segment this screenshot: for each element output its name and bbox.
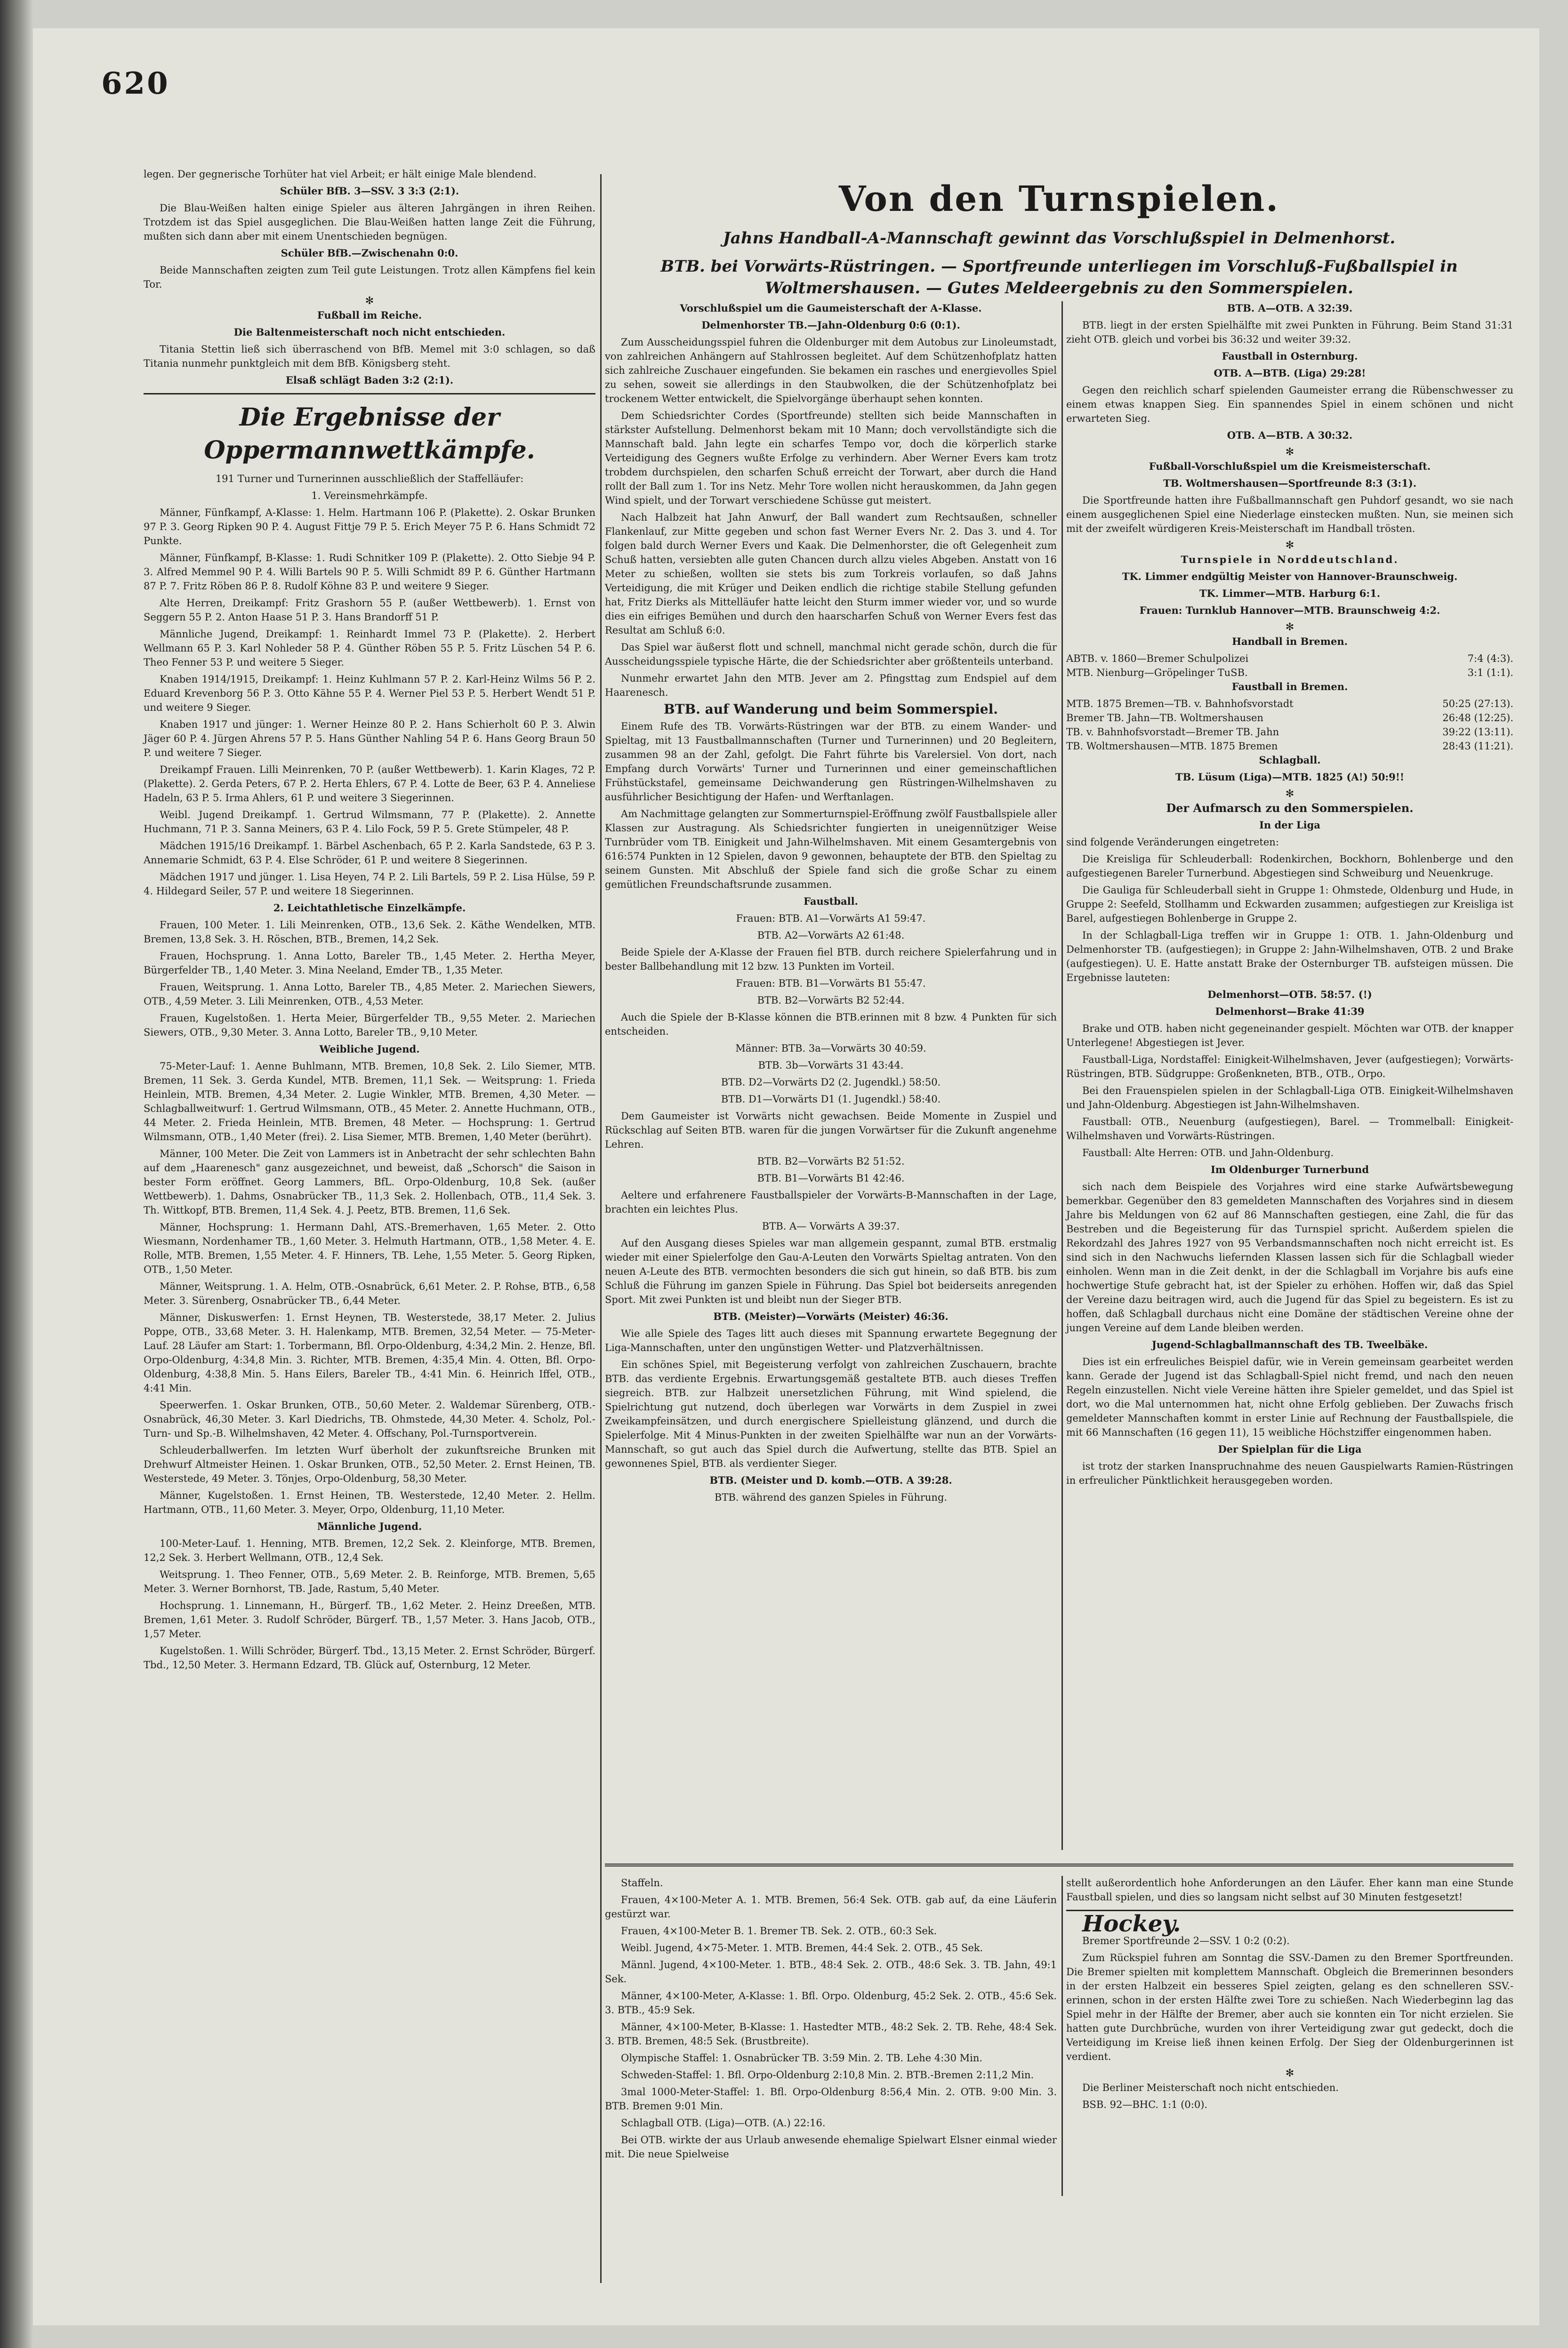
report-text: Titania Stettin ließ sich überraschend von BfB. Memel mit 3:0 schlagen, so daß Titania nunmehr punktgleich mit dem BfB. Königsberg steht. bbox=[144, 344, 595, 369]
match-name: MTB. Nienburg—Gröpelinger TuSB. bbox=[1066, 667, 1248, 678]
result-para: Männer, 100 Meter. Die Zeit von Lammers ist in Anbetracht der sehr schlechten Bahn auf dem „Haarenesch" ganz ausgezeichnet, und beweist, daß „Schorsch" die Saison in bester Form eröffnet. Georg Lammers, BfL. Orpo-Oldenburg, 10,8 Sek. (außer Wettbewerb). 1. Dahms, Osnabrücker TB., 11,3 Sek. 2. Hollenbach, OTB., 11,4 Sek. 3. Th. Wittkopf, BTB. Bremen, 11,4 Sek. 4. J. Peetz, BTB. Bremen, 11,6 Sek. bbox=[144, 1148, 595, 1216]
match-title: Schüler BfB. 3—SSV. 3 3:3 (2:1). bbox=[280, 185, 459, 197]
result-para: Olympische Staffel: 1. Osnabrücker TB. 3:59 Min. 2. TB. Lehe 4:30 Min. bbox=[621, 2052, 983, 2064]
middle-column bbox=[605, 301, 1057, 1507]
result-line: BTB. B2—Vorwärts B2 52:44. bbox=[757, 995, 905, 1006]
section-title: Handball in Bremen. bbox=[1232, 635, 1348, 647]
divider bbox=[144, 393, 595, 394]
match-name: MTB. 1875 Bremen—TB. v. Bahnhofsvorstadt bbox=[1066, 698, 1294, 709]
report-para: Die Gauliga für Schleuderball sieht in Gruppe 1: Ohmstede, Oldenburg und Hude, in Gruppe 2: Seefeld, Stollhamm und Eckwarden zusammen; aufgestiegen zur Kreisliga ist Barel, aufgestiegen Bohlenberge in Gruppe 2. bbox=[1066, 885, 1513, 924]
result-para: Dreikampf Frauen. Lilli Meinrenken, 70 P. (außer Wettbewerb). 1. Karin Klages, 72 P. (Plakette). 2. Gerda Peters, 67 P. 2. Herta Ehlers, 67 P. 4. Lotte de Beer, 63 P. 4. Anneliese Hadeln, 63 P. 5. Irma Ahlers, 61 P. und weitere 3 Siegerinnen. bbox=[144, 764, 595, 804]
result-para: Frauen, Weitsprung. 1. Anna Lotto, Bareler TB., 4,85 Meter. 2. Mariechen Siewers, OTB., 4,59 Meter. 3. Lili Meinrenken, OTB., 4,53 Meter. bbox=[144, 981, 595, 1007]
headline-subtitle: BTB. bei Vorwärts-Rüstringen. — Sportfreunde unterliegen im Vorschluß-Fußballspiel in Woltmershausen. — Gutes Meldeergebnis zu den Sommerspielen. bbox=[660, 257, 1458, 298]
result-line: BSB. 92—BHC. 1:1 (0:0). bbox=[1082, 2099, 1208, 2110]
subsection-title: 1. Vereinsmehrkämpfe. bbox=[311, 490, 428, 501]
section-title: Schlagball. bbox=[1259, 754, 1321, 766]
result-line: BTB. B2—Vorwärts B2 51:52. bbox=[757, 1156, 905, 1167]
column-rule bbox=[1061, 1876, 1063, 2196]
intro-text: legen. Der gegnerische Torhüter hat viel Arbeit; er hält einige Male blendend. bbox=[144, 169, 537, 180]
report-para: Brake und OTB. haben nicht gegeneinander gespielt. Möchten war OTB. der knapper Unterlegene! Abgestiegen ist Jever. bbox=[1066, 1023, 1513, 1048]
match-score: 39:22 (13:11). bbox=[1442, 726, 1513, 738]
result-para: Schleuderballwerfen. Im letzten Wurf überholt der zukunftsreiche Brunken mit Drehwurf Altmeister Heinen. 1. Oskar Brunken, OTB., 52,50 Meter. 2. Ernst Heinen, TB. Westerstede, 49 Meter. 3. Tönjes, Orpo-Oldenburg, 58,30 Meter. bbox=[144, 1445, 595, 1484]
result-para: Männer, 4×100-Meter, B-Klasse: 1. Hastedter MTB., 48:2 Sek. 2. TB. Rehe, 48:4 Sek. 3. BTB. Bremen, 48:5 Sek. (Brustbreite). bbox=[605, 2021, 1057, 2047]
result-line: TB. Woltmershausen—Sportfreunde 8:3 (3:1). bbox=[1163, 477, 1417, 489]
section-subtitle: Die Baltenmeisterschaft noch nicht entschieden. bbox=[233, 326, 506, 338]
result-para: Frauen, Hochsprung. 1. Anna Lotto, Bareler TB., 1,45 Meter. 2. Hertha Meyer, Bürgerfelder TB., 1,40 Meter. 3. Mina Neeland, Emder TB., 1,35 Meter. bbox=[144, 950, 595, 976]
table-row bbox=[1066, 651, 1513, 666]
section-title: Der Aufmarsch zu den Sommerspielen. bbox=[1166, 801, 1414, 815]
result-para: Männl. Jugend, 4×100-Meter. 1. BTB., 48:4 Sek. 2. OTB., 48:6 Sek. 3. TB. Jahn, 49:1 Sek. bbox=[605, 1959, 1057, 1985]
result-line: TB. Lüsum (Liga)—MTB. 1825 (A!) 50:9!! bbox=[1175, 771, 1405, 783]
section-title: Der Spielplan für die Liga bbox=[1218, 1443, 1362, 1455]
report-para: Zum Rückspiel fuhren am Sonntag die SSV.-Damen zu den Bremer Sportfreunden. Die Bremer spielten mit komplettem Mannschaft. Obgleich die Bremerinnen besonders in der ersten Halbzeit ein besseres Spiel zeigten, gelang es den schnelleren SSV.-erinnen, schon in der ersten Hälfte zwei Tore zu schießen. Nach Wiederbeginn lag das Spiel mehr in der Hälfte der Bremer, aber auch sie konnten ein Tor nicht erzielen. Sie hatten gute Durchbrüche, wurden von ihrer Verteidigung zwar gut gedeckt, doch die Verteidigung im Kreise ließ ihnen keinen Erfolg. Der Sieg der Oldenburgerinnen ist verdient. bbox=[1066, 1952, 1513, 2062]
result-line: Elsaß schlägt Baden 3:2 (2:1). bbox=[285, 374, 454, 386]
result-line: BTB. A—OTB. A 32:39. bbox=[1227, 302, 1353, 314]
result-para: Frauen, 4×100-Meter A. 1. MTB. Bremen, 56:4 Sek. OTB. gab auf, da eine Läuferin gestürzt war. bbox=[605, 1894, 1057, 1920]
staffeln-column bbox=[605, 1876, 1057, 2164]
report-para: Ein schönes Spiel, mit Begeisterung verfolgt von zahlreichen Zuschauern, brachte BTB. das verdiente Ergebnis. Erwartungsgemäß gestaltete BTB. auch dieses Treffen siegreich. BTB. zur Halbzeit unersetzlichen Führung, mit Wind spielend, die Spielrichtung gut nutzend, doch überlegen war Vorwärts in dem Zuspiel in zwei Zweikampfeinsätzen, und durch energischere Spielleistung glänzend, und durch die Spielerfolge. Mit 4 Minus-Punkten in der zweiten Spielhälfte war nun an der Vorwärts-Mannschaft, so gut auch das Spiel durch die Aufwertung, stellte das BTB. Spiel an gewonnenes Spiel, BTB. als verdienter Sieger. bbox=[605, 1359, 1057, 1469]
result-para: Frauen, Kugelstoßen. 1. Herta Meier, Bürgerfelder TB., 9,55 Meter. 2. Mariechen Siewers, OTB., 9,30 Meter. 3. Anna Lotto, Bareler TB., 9,10 Meter. bbox=[144, 1013, 595, 1038]
result-para: Mädchen 1915/16 Dreikampf. 1. Bärbel Aschenbach, 65 P. 2. Karla Sandstede, 63 P. 3. Annemarie Schmidt, 63 P. 4. Else Schröder, 61 P. und weitere 8 Siegerinnen. bbox=[144, 840, 595, 866]
result-para: Speerwerfen. 1. Oskar Brunken, OTB., 50,60 Meter. 2. Waldemar Sürenberg, OTB.-Osnabrück, 46,30 Meter. 3. Karl Diedrichs, TB. Ohmstede, 44,30 Meter. 4. Scholz, Pol.-Turn- und Sp.-B. Wilhelmshaven, 42 Meter. 4. Offschany, Pol.-Turnsportverein. bbox=[144, 1399, 595, 1439]
result-line: TK. Limmer—MTB. Harburg 6:1. bbox=[1199, 587, 1381, 599]
report-para: In der Schlagball-Liga treffen wir in Gruppe 1: OTB. 1. Jahn-Oldenburg und Delmenhorster TB. (aufgestiegen); in Gruppe 2: Jahn-Wilhelmshaven, OTB. 2 und Brake (aufgestiegen). U. E. Hatte anstatt Brake der Osternburger TB. aufsteigen müssen. Die Ergebnisse lauteten: bbox=[1066, 930, 1513, 983]
result-para: 75-Meter-Lauf: 1. Aenne Buhlmann, MTB. Bremen, 10,8 Sek. 2. Lilo Siemer, MTB. Bremen, 11 Sek. 3. Gerda Kundel, MTB. Bremen, 11,1 Sek. — Weitsprung: 1. Frieda Heinlein, MTB. Bremen, 4,34 Meter. 2. Lugie Winkler, MTB. Bremen, 4,30 Meter. — Schlagballweitwurf: 1. Gertrud Wilmsmann, OTB., 45 Meter. 2. Annette Huchmann, OTB., 44 Meter. 2. Frieda Heinlein, MTB. Bremen, 48 Meter. — Hochsprung: 1. Gertrud Wilmsmann, OTB., 1,40 Meter (frei). 2. Lisa Siemer, MTB. Bremen, 1,40 Meter (berührt). bbox=[144, 1061, 595, 1142]
result-para: Weibl. Jugend Dreikampf. 1. Gertrud Wilmsmann, 77 P. (Plakette). 2. Annette Huchmann, 71 P. 3. Sanna Meiners, 63 P. 4. Lilo Fock, 59 P. 5. Grete Stümpeler, 48 P. bbox=[144, 809, 595, 835]
article-title: Die Ergebnisse der Oppermannwettkämpfe. bbox=[204, 403, 535, 465]
table-row bbox=[1066, 666, 1513, 680]
result-line: Frauen: BTB. A1—Vorwärts A1 59:47. bbox=[736, 913, 926, 924]
section-title: Turnspiele in Norddeutschland. bbox=[1181, 554, 1399, 565]
result-line: TK. Limmer endgültig Meister von Hannover-Braunschweig. bbox=[1122, 571, 1458, 582]
report-para: Dem Schiedsrichter Cordes (Sportfreunde) stellten sich beide Mannschaften in stärkster Aufstellung. Delmenhorst bekam mit 10 Mann; doch vervollständigte sich die Mannschaft bald. Jahn legte ein scharfes Tempo vor, doch die körperlich starke Verteidigung des Gegners wußte Erfolge zu verhindern. Aber Werner Evers kam trotz trobdem durchspielen, den scharfen Schuß erreicht der Torwart, aber durch die Hand rollt der Ball zum 1. Tor ins Netz. Mehr Tore wollen nicht herauskommen, da Jahn gegen Wind spielt, und der Torwart verschiedene Schüsse gut meistert. bbox=[605, 410, 1057, 506]
report-para: Faustball: Alte Herren: OTB. und Jahn-Oldenburg. bbox=[1082, 1147, 1334, 1158]
result-line: Schlagball OTB. (Liga)—OTB. (A.) 22:16. bbox=[621, 2117, 826, 2129]
result-line: BTB. D2—Vorwärts D2 (2. Jugendkl.) 58:50. bbox=[721, 1077, 941, 1088]
scan-edge-shadow bbox=[0, 0, 33, 2348]
article-subtitle: 191 Turner und Turnerinnen ausschließlich der Staffelläufer: bbox=[215, 473, 524, 484]
result-line: BTB. A2—Vorwärts A2 61:48. bbox=[757, 930, 905, 941]
report-para: Nunmehr erwartet Jahn den MTB. Jever am 2. Pfingsttag zum Endspiel auf dem Haarenesch. bbox=[605, 673, 1057, 698]
turnspiele-header bbox=[605, 167, 1513, 306]
result-para: Alte Herren, Dreikampf: Fritz Grashorn 55 P. (außer Wettbewerb). 1. Ernst von Seggern 55 P. 2. Anton Haase 51 P. 3. Hans Brandorff 51 P. bbox=[144, 597, 595, 623]
report-para: Am Nachmittage gelangten zur Sommerturnspiel-Eröffnung zwölf Faustballspiele aller Klassen zur Austragung. Als Schiedsrichter fungierten in uneigennütziger Weise Turnbrüder vom TB. Einigkeit und Jahn-Wilhelmshaven. Mit einem Gesamtergebnis von 616:574 Punkten in 12 Spielen, davon 9 gewonnen, behauptete der BTB. den Spieltag zu seinem Gunsten. Mit Abschluß der Spiele fand sich die große Schar zu einem gemütlichen Freundschaftsrunde zusammen. bbox=[605, 808, 1057, 890]
asterisk-divider: ✻ bbox=[365, 295, 374, 307]
match-score: 3:1 (1:1). bbox=[1467, 667, 1513, 678]
result-line: BTB. D1—Vorwärts D1 (1. Jugendkl.) 58:40. bbox=[721, 1094, 941, 1105]
result-line: Männer: BTB. 3a—Vorwärts 30 40:59. bbox=[735, 1043, 926, 1054]
results-table bbox=[1066, 697, 1513, 753]
table-row bbox=[1066, 697, 1513, 711]
result-para: Weibl. Jugend, 4×75-Meter. 1. MTB. Bremen, 44:4 Sek. 2. OTB., 45 Sek. bbox=[621, 1942, 983, 1954]
right-column bbox=[1066, 301, 1513, 1490]
result-line: Delmenhorst—Brake 41:39 bbox=[1215, 1005, 1365, 1017]
match-score: 28:43 (11:21). bbox=[1442, 740, 1513, 752]
section-title: Faustball in Osternburg. bbox=[1222, 350, 1358, 362]
match-report: Beide Mannschaften zeigten zum Teil gute Leistungen. Trotz allen Kämpfens fiel kein Tor. bbox=[144, 265, 595, 290]
left-column bbox=[144, 167, 595, 1675]
section-title: Vorschlußspiel um die Gaumeisterschaft der A-Klasse. bbox=[680, 302, 982, 314]
column-rule bbox=[1061, 301, 1063, 1850]
bottom-section bbox=[605, 1857, 1513, 2160]
report-para: ist trotz der starken Inanspruchnahme des neuen Gauspielwarts Ramien-Rüstringen in erfreulicher Pünktlichkeit herausgegeben worden. bbox=[1066, 1461, 1513, 1486]
asterisk-divider: ✻ bbox=[1285, 788, 1295, 800]
section-title: Staffeln. bbox=[621, 1877, 663, 1889]
report-para: Die Sportfreunde hatten ihre Fußballmannschaft gen Puhdorf gesandt, wo sie nach einem ausgeglichenen Spiel eine Niederlage einstecken mußten. Nun, sie meinen sich mit der zweifelt würdigeren Kreis-Meisterschaft im Handball trösten. bbox=[1066, 495, 1513, 534]
match-name: TB. v. Bahnhofsvorstadt—Bremer TB. Jahn bbox=[1066, 726, 1279, 738]
result-para: Bei OTB. wirkte der aus Urlaub anwesende ehemalige Spielwart Elsner einmal wieder mit. Die neue Spielweise bbox=[605, 2134, 1057, 2160]
report-para: Aeltere und erfahrenere Faustballspieler der Vorwärts-B-Mannschaften in der Lage, brachten ein leichtes Plus. bbox=[605, 1190, 1057, 1215]
result-line: BTB. B1—Vorwärts B1 42:46. bbox=[757, 1173, 905, 1184]
section-title: Fußball-Vorschlußspiel um die Kreismeisterschaft. bbox=[1149, 460, 1431, 472]
result-para: 3mal 1000-Meter-Staffel: 1. Bfl. Orpo-Oldenburg 8:56,4 Min. 2. OTB. 9:00 Min. 3. BTB. Bremen 9:01 Min. bbox=[605, 2086, 1057, 2112]
subsection-title: In der Liga bbox=[1259, 819, 1320, 831]
asterisk-divider: ✻ bbox=[1285, 621, 1295, 633]
report-para: Dem Gaumeister ist Vorwärts nicht gewachsen. Beide Momente in Zuspiel und Rückschlag auf Seiten BTB. waren für die jungen Vorwärtser für die Zukunft angenehme Lehren. bbox=[605, 1110, 1057, 1150]
match-score: 50:25 (27:13). bbox=[1442, 698, 1513, 709]
section-title: Hockey. bbox=[1082, 1911, 1181, 1937]
asterisk-divider: ✻ bbox=[1285, 446, 1295, 458]
result-para: Frauen, 100 Meter. 1. Lili Meinrenken, OTB., 13,6 Sek. 2. Käthe Wendelken, MTB. Bremen, 13,8 Sek. 3. H. Röschen, BTB., Bremen, 14,2 Sek. bbox=[144, 919, 595, 945]
report-para: sich nach dem Beispiele des Vorjahres wird eine starke Aufwärtsbewegung bemerkbar. Gegenüber den 83 gemeldeten Mannschaften des Vorjahres sind in diesem Jahre bis Meldungen von 62 auf 86 Mannschaften gestiegen, eine Zahl, die für das Bestreben und die Begeisterung für das Turnspiel spricht. Außerdem spielen die Rekordzahl des Jahres 1927 von 95 Verbandsmannschaften noch nicht erreicht ist. Es sind sich in den Nachwuchs liefernden Klassen lassen sich für die Schlagball wieder einholen. Wenn man in die Zeit denkt, in der die Schlagball im Vorjahre bis aufs eine hochwertige Stufe gebracht hat, ist der Spieler zu erhöhen. Hoffen wir, daß das Spiel der Vereine dazu beitragen wird, auch die Jugend für das Spiel zu begeistern. Es ist zu hoffen, daß Schlagball durchaus nicht eine Domäne der städtischen Vereine ohne der jungen Vereine auf dem Lande bleiben werden. bbox=[1066, 1181, 1513, 1334]
result-para: Männer, Fünfkampf, B-Klasse: 1. Rudi Schnitker 109 P. (Plakette). 2. Otto Siebje 94 P. 3. Alfred Memmel 90 P. 4. Willi Bartels 90 P. 5. Willi Schmidt 89 P. 6. Günther Hartmann 87 P. 7. Fritz Röben 86 P. 8. Rudolf Köhne 83 P. und weitere 9 Sieger. bbox=[144, 552, 595, 592]
section-title: Fußball im Reiche. bbox=[317, 309, 422, 321]
section-title: Faustball in Bremen. bbox=[1231, 681, 1348, 692]
subsection-title: Faustball. bbox=[804, 895, 858, 907]
report-para: Zum Ausscheidungsspiel fuhren die Oldenburger mit dem Autobus zur Linoleumstadt, von zahlreichen Anhängern auf Stahlrossen begleitet. Auf dem Schützenhofplatz hatten sich zahlreiche Zuschauer eingefunden. Sie bekamen ein rasches und energievolles Spiel zu sehen, soweit sie allerdings in den Staubwolken, die der Schützenhofplatz bei trockenem Wetter entwickelt, die Spielvorgänge überhaupt sehen konnten. bbox=[605, 337, 1057, 404]
result-line: BTB. während des ganzen Spieles in Führung. bbox=[714, 1492, 948, 1503]
page-number: 620 bbox=[101, 66, 170, 101]
asterisk-divider: ✻ bbox=[1285, 2067, 1295, 2079]
result-para: Weitsprung. 1. Theo Fenner, OTB., 5,69 Meter. 2. B. Reinforge, MTB. Bremen, 5,65 Meter. 3. Werner Bornhorst, TB. Jade, Rastum, 5,40 Meter. bbox=[144, 1569, 595, 1594]
result-para: Hochsprung. 1. Linnemann, H., Bürgerf. TB., 1,62 Meter. 2. Heinz Dreeßen, MTB. Bremen, 1,61 Meter. 3. Rudolf Schröder, Bürgerf. TB., 1,57 Meter. 3. Hans Jacob, OTB., 1,57 Meter. bbox=[144, 1600, 595, 1640]
section-title: BTB. auf Wanderung und beim Sommerspiel. bbox=[664, 701, 998, 717]
match-score: 7:4 (4:3). bbox=[1467, 653, 1513, 664]
report-para: Faustball: OTB., Neuenburg (aufgestiegen), Barel. — Trommelball: Einigkeit-Wilhelmshaven und Vorwärts-Rüstringen. bbox=[1066, 1116, 1513, 1142]
match-title: Schüler BfB.—Zwischenahn 0:0. bbox=[281, 247, 458, 259]
result-para: Kugelstoßen. 1. Willi Schröder, Bürgerf. Tbd., 13,15 Meter. 2. Ernst Schröder, Bürgerf. Tbd., 12,50 Meter. 3. Hermann Edzard, TB. Glück auf, Osternburg, 12 Meter. bbox=[144, 1645, 595, 1671]
result-line: Delmenhorst—OTB. 58:57. (!) bbox=[1207, 989, 1372, 1000]
result-para: Schweden-Staffel: 1. Bfl. Orpo-Oldenburg 2:10,8 Min. 2. BTB.-Bremen 2:11,2 Min. bbox=[621, 2069, 1034, 2081]
results-list bbox=[144, 1220, 595, 1517]
results-list bbox=[144, 918, 595, 1039]
report-para: Einem Rufe des TB. Vorwärts-Rüstringen war der BTB. zu einem Wander- und Spieltag, mit 13 Faustballmannschaften (Turner und Turnerinnen) und 20 Begleitern, zusammen 98 an der Zahl, gefolgt. Die Fahrt führte bis Varelersiel. Von dort, nach Empfang durch Vorwärts' Turner und Turnerinnen und einer gemeinschaftlichen Frühstückstafel, gemeinsame Deichwanderung gen Rüstringen-Wilhelmshaven zu ausführlicher Besichtigung der Hafen- und Werftanlagen. bbox=[605, 721, 1057, 803]
divider bbox=[605, 1864, 1513, 1866]
report-para: Beide Spiele der A-Klasse der Frauen fiel BTB. durch reichere Spielerfahrung und in bester Ballbehandlung mit 12 bzw. 13 Punkten im Vorteil. bbox=[605, 947, 1057, 972]
table-row bbox=[1066, 711, 1513, 725]
report-para: Auch die Spiele der B-Klasse können die BTB.erinnen mit 8 bzw. 4 Punkten für sich entscheiden. bbox=[605, 1012, 1057, 1037]
report-para: Dies ist ein erfreuliches Beispiel dafür, wie in Verein gemeinsam gearbeitet werden kann. Gerade der Jugend ist das Schlagball-Spiel nicht fremd, und nach den neuen Regeln einzustellen. Nicht viele Vereine hätten ihre Spieler gemeldet, und das Spiel ist dort, wo die Mal unternommen hat, nicht ohne Erfolg geblieben. Der Zuwachs frisch gemeldeter Mannschaften kommt in erster Linie auf Rechnung der Faustballspiele, die mit 66 Mannschaften (16 gegen 11), 15 weibliche Höchstziffer eingenommen haben. bbox=[1066, 1356, 1513, 1438]
subsection-title: 2. Leichtathletische Einzelkämpfe. bbox=[273, 902, 466, 914]
section-subtitle: Die Berliner Meisterschaft noch nicht entschieden. bbox=[1082, 2082, 1339, 2093]
asterisk-divider: ✻ bbox=[1285, 539, 1295, 551]
result-line: OTB. A—BTB. A 30:32. bbox=[1227, 429, 1353, 441]
match-name: Bremer TB. Jahn—TB. Woltmershausen bbox=[1066, 712, 1263, 724]
column-rule bbox=[600, 174, 602, 2283]
result-line: Frauen: BTB. B1—Vorwärts B1 55:47. bbox=[736, 978, 926, 989]
result-line: OTB. A—BTB. (Liga) 29:28! bbox=[1214, 367, 1366, 379]
result-line: BTB. (Meister und D. komb.—OTB. A 39:28. bbox=[709, 1474, 952, 1486]
report-para: Faustball-Liga, Nordstaffel: Einigkeit-Wilhelmshaven, Jever (aufgestiegen); Vorwärts-Rüstringen, BTB. Südgruppe: Großenkneten, BTB., OTB., Orpo. bbox=[1066, 1054, 1513, 1079]
section-title: Im Oldenburger Turnerbund bbox=[1211, 1164, 1369, 1175]
result-para: Mädchen 1917 und jünger. 1. Lisa Heyen, 74 P. 2. Lili Bartels, 59 P. 2. Lisa Hülse, 59 P. 4. Hildegard Seiler, 57 P. und weitere 18 Siegerinnen. bbox=[144, 871, 595, 897]
headline: Von den Turnspielen. bbox=[838, 179, 1280, 219]
report-para: Bei den Frauenspielen spielen in der Schlagball-Liga OTB. Einigkeit-Wilhelmshaven und Jahn-Oldenburg. Abgestiegen ist Jahn-Wilhelmshaven. bbox=[1066, 1085, 1513, 1110]
table-row bbox=[1066, 725, 1513, 739]
table-row bbox=[1066, 739, 1513, 753]
report-para: Nach Halbzeit hat Jahn Anwurf, der Ball wandert zum Rechtsaußen, schneller Flankenlauf, zur Mitte gegeben und schon fast Werner Evers Nr. 2. Das 3. und 4. Tor folgen bald durch Werner Evers und Kaak. Die Delmenhorster, die oft Gelegenheit zum Schuß hatten, versiebten alle guten Chancen durch allzu vieles Abgeben. Anstatt von 16 Meter zu schießen, wollten sie stets bis zum Torkreis vorlaufen, so daß Jahns Verteidigung, die mit Krüger und Deiken endlich die richtige stabile Stellung gefunden hat, Fritz Dierks als Mittelläufer hatte leicht den Sturm immer wieder vor, und so wurde dies ein eifriges Bemühen und durch den haarscharfen Schuß von Werner Evers fest das Resultat am Schluß 6:0. bbox=[605, 512, 1057, 636]
section-title: Jugend-Schlagballmannschaft des TB. Tweelbäke. bbox=[1151, 1339, 1428, 1351]
match-name: ABTB. v. 1860—Bremer Schulpolizei bbox=[1066, 653, 1249, 664]
report-para: sind folgende Veränderungen eingetreten: bbox=[1066, 836, 1279, 848]
results-list bbox=[144, 506, 595, 898]
result-line: Frauen: Turnklub Hannover—MTB. Braunschweig 4:2. bbox=[1139, 604, 1440, 616]
result-line: BTB. (Meister)—Vorwärts (Meister) 46:36. bbox=[713, 1311, 949, 1322]
result-line: BTB. A— Vorwärts A 39:37. bbox=[762, 1221, 900, 1232]
result-para: Männliche Jugend, Dreikampf: 1. Reinhardt Immel 73 P. (Plakette). 2. Herbert Wellmann 65 P. 3. Karl Nohleder 58 P. 4. Günther Röben 55 P. 5. Fritz Lüschen 54 P. 6. Theo Fenner 53 P. und weitere 5 Sieger. bbox=[144, 628, 595, 668]
subsection-title: Männliche Jugend. bbox=[317, 1520, 422, 1532]
result-para: Männer, Weitsprung. 1. A. Helm, OTB.-Osnabrück, 6,61 Meter. 2. P. Rohse, BTB., 6,58 Meter. 3. Sürenberg, Osnabrücker TB., 6,44 Meter. bbox=[144, 1281, 595, 1306]
match-title: Delmenhorster TB.—Jahn-Oldenburg 0:6 (0:1). bbox=[701, 319, 960, 331]
result-para: Männer, Fünfkampf, A-Klasse: 1. Helm. Hartmann 106 P. (Plakette). 2. Oskar Brunken 97 P. 3. Georg Ripken 90 P. 4. August Fittje 79 P. 5. Erich Meyer 75 P. 6. Hans Schmidt 72 Punkte. bbox=[144, 507, 595, 547]
result-para: Männer, 4×100-Meter, A-Klasse: 1. Bfl. Orpo. Oldenburg, 45:2 Sek. 2. OTB., 45:6 Sek. 3. BTB., 45:9 Sek. bbox=[605, 1990, 1057, 2016]
result-para: Männer, Kugelstoßen. 1. Ernst Heinen, TB. Westerstede, 12,40 Meter. 2. Hellm. Hartmann, OTB., 11,60 Meter. 3. Meyer, Orpo, Oldenburg, 11,10 Meter. bbox=[144, 1490, 595, 1515]
result-para: Knaben 1917 und jünger: 1. Werner Heinze 80 P. 2. Hans Schierholt 60 P. 3. Alwin Jäger 60 P. 4. Jürgen Ahrens 57 P. 5. Hans Günther Nahling 54 P. 6. Hans Georg Braun 50 P. und weitere 7 Sieger. bbox=[144, 719, 595, 758]
result-para: Frauen, 4×100-Meter B. 1. Bremer TB. Sek. 2. OTB., 60:3 Sek. bbox=[621, 1925, 937, 1937]
hockey-column bbox=[1066, 1876, 1513, 2115]
match-score: 26:48 (12:25). bbox=[1442, 712, 1513, 724]
result-para: Männer, Hochsprung: 1. Hermann Dahl, ATS.-Bremerhaven, 1,65 Meter. 2. Otto Wiesmann, Nordenhamer TB., 1,60 Meter. 3. Helmuth Hartmann, OTB., 1,58 Meter. 4. E. Rolle, MTB. Bremen, 1,55 Meter. 4. F. Hinners, TB. Lehe, 1,55 Meter. 5. Georg Ripken, OTB., 1,50 Meter. bbox=[144, 1222, 595, 1275]
report-para: BTB. liegt in der ersten Spielhälfte mit zwei Punkten in Führung. Beim Stand 31:31 zieht OTB. gleich und vorbei bis 36:32 und weiter 39:32. bbox=[1066, 320, 1513, 345]
report-para: Wie alle Spiele des Tages litt auch dieses mit Spannung erwartete Begegnung der Liga-Mannschaften, unter den ungünstigen Wetter- und Platzverhältnissen. bbox=[605, 1328, 1057, 1353]
results-list bbox=[144, 1536, 595, 1672]
result-para: 100-Meter-Lauf. 1. Henning, MTB. Bremen, 12,2 Sek. 2. Kleinforge, MTB. Bremen, 12,2 Sek. 3. Herbert Wellmann, OTB., 12,4 Sek. bbox=[144, 1538, 595, 1563]
subsection-title: Weibliche Jugend. bbox=[319, 1043, 420, 1055]
match-name: TB. Woltmershausen—MTB. 1875 Bremen bbox=[1066, 740, 1278, 752]
report-para: Das Spiel war äußerst flott und schnell, manchmal nicht gerade schön, durch die für Ausscheidungsspiele typische Härte, die der Schiedsrichter aber größtenteils unterband. bbox=[605, 642, 1057, 667]
match-report: Die Blau-Weißen halten einige Spieler aus älteren Jahrgängen in ihren Reihen. Trotzdem ist das Spiel ausgeglichen. Die Blau-Weißen hatten lange Zeit die Führung, mußten sich dann aber mit einem Unentschieden begnügen. bbox=[144, 202, 595, 242]
match-title: Bremer Sportfreunde 2—SSV. 1 0:2 (0:2). bbox=[1082, 1935, 1290, 1946]
results-table bbox=[1066, 651, 1513, 680]
report-para: Gegen den reichlich scharf spielenden Gaumeister errang die Rübenschwesser zu einem etwas knappen Sieg. Ein spannendes Spiel in einem schönen und nicht erwarteten Sieg. bbox=[1066, 385, 1513, 424]
report-para: Die Kreisliga für Schleuderball: Rodenkirchen, Bockhorn, Bohlenberge und den aufgestiegenen Bareler Turnerbund. Abgestiegen sind Schweiburg und Neuenkruge. bbox=[1066, 853, 1513, 879]
report-para: stellt außerordentlich hohe Anforderungen an den Läufer. Eher kann man eine Stunde Faustball spielen, und dies so langsam nicht selbst auf 30 Minuten festgesetzt! bbox=[1066, 1877, 1513, 1903]
result-line: BTB. 3b—Vorwärts 31 43:44. bbox=[758, 1060, 904, 1071]
report-para: Auf den Ausgang dieses Spieles war man allgemein gespannt, zumal BTB. erstmalig wieder mit einer Spielerfolge den Gau-A-Leuten den Vorwärts Spieltag antraten. Von den neuen A-Leute des BTB. vermochten besonders die sich gut hinein, so daß BTB. bis zum Schluß die Führung im ganzen Spiele in Führung. Das Spiel bot beiderseits anregenden Sport. Mit zwei Punkten ist und bleibt nun der Sieger BTB. bbox=[605, 1238, 1057, 1305]
result-para: Knaben 1914/1915, Dreikampf: 1. Heinz Kuhlmann 57 P. 2. Karl-Heinz Wilms 56 P. 2. Eduard Krevenborg 56 P. 3. Otto Kähne 55 P. 4. Werner Piel 53 P. 5. Herbert Wendt 51 P. und weitere 9 Sieger. bbox=[144, 674, 595, 713]
result-para: Männer, Diskuswerfen: 1. Ernst Heynen, TB. Westerstede, 38,17 Meter. 2. Julius Poppe, OTB., 33,68 Meter. 3. H. Halenkamp, MTB. Bremen, 32,54 Meter. — 75-Meter-Lauf. 28 Läufer am Start: 1. Torbermann, Bfl. Orpo-Oldenburg, 4:34,2 Min. 2. Henze, Bfl. Orpo-Oldenburg, 4:34,8 Min. 3. Richter, MTB. Bremen, 4:35,4 Min. 4. Otten, Bfl. Orpo-Oldenburg, 4:38,8 Min. 5. Hans Eilers, Bareler TB., 4:41 Min. 6. Heinrich Iffel, OTB., 4:41 Min. bbox=[144, 1312, 595, 1394]
headline-subtitle: Jahns Handball-A-Mannschaft gewinnt das Vorschlußspiel in Delmenhorst. bbox=[723, 229, 1396, 248]
